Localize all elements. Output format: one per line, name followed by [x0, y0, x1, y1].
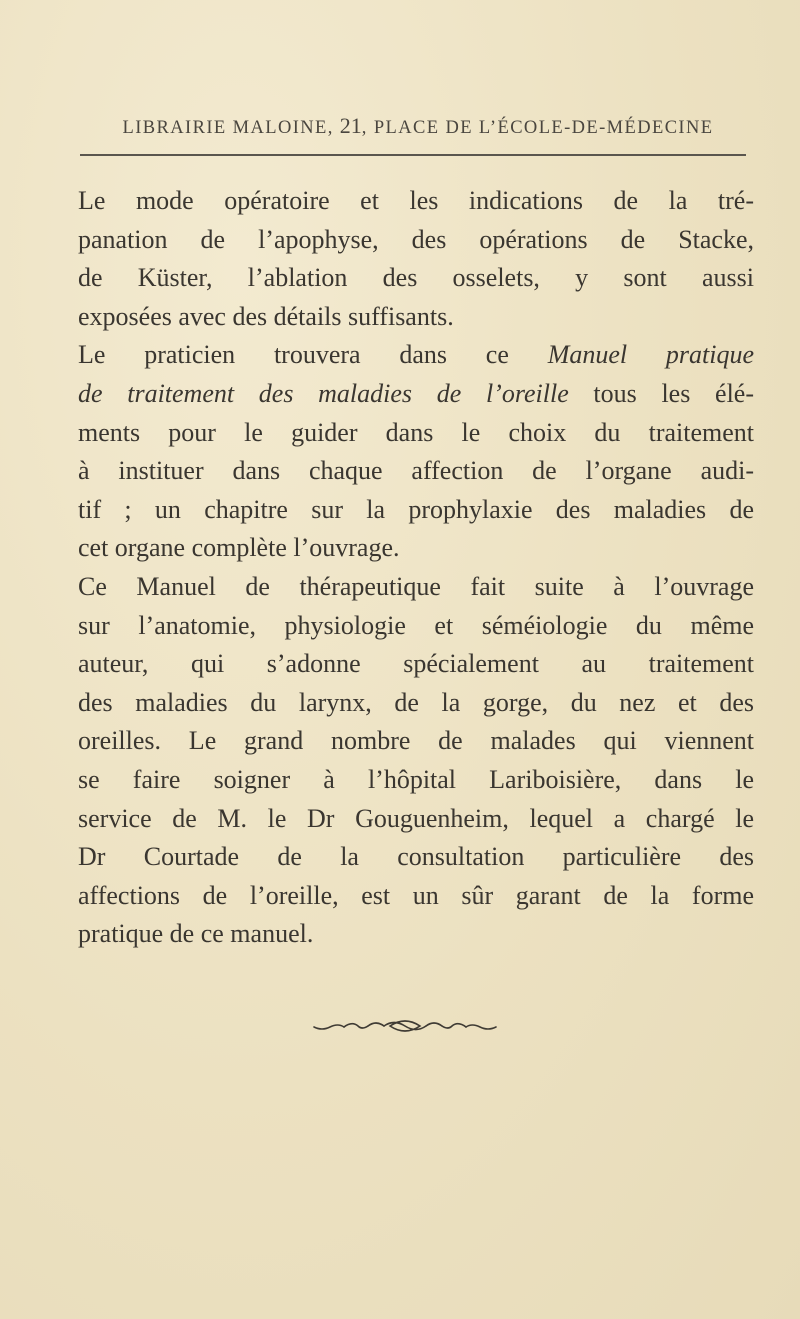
- body-text: [78, 182, 754, 954]
- text-line: ments pour le guider dans le choix du traitement: [78, 417, 754, 447]
- text-line: Le mode opératoire et les indications de la tré-: [78, 186, 754, 215]
- text-line: de Küster, l’ablation des osselets, y sont aussi: [78, 263, 754, 293]
- text-line: pratique de ce manuel.: [78, 919, 314, 949]
- running-head-left: LIBRAIRIE MALOINE,: [122, 118, 340, 138]
- text-line: oreilles. Le grand nombre de malades qui viennent: [78, 726, 754, 756]
- text-line: de traitement des maladies de l’oreille tous les élé-: [78, 378, 754, 408]
- text-line: exposées avec des détails suffisants.: [78, 301, 454, 331]
- ital-text: Manuel pratique: [547, 340, 755, 370]
- text-line: panation de l’apophyse, des opérations de Stacke,: [78, 224, 754, 254]
- text-line: cet organe complète l’ouvrage.: [78, 533, 400, 563]
- text-line: Le praticien trouvera dans ce Manuel pratique: [78, 340, 755, 370]
- text-line: sur l’anatomie, physiologie et séméiologie du même: [78, 610, 754, 640]
- text-line: Ce Manuel de thérapeutique fait suite à l’ouvrage: [78, 571, 754, 601]
- text-line: à instituer dans chaque affection de l’organe audi-: [78, 456, 754, 486]
- header-rule: [80, 154, 746, 156]
- text-line: tif ; un chapitre sur la prophylaxie des maladies de: [78, 494, 754, 524]
- text-line: affections de l’oreille, est un sûr garant de la forme: [78, 880, 754, 910]
- text-line: des maladies du larynx, de la gorge, du nez et des: [78, 687, 754, 717]
- text-line: Dr Courtade de la consultation particulière des: [78, 842, 754, 872]
- fleuron-divider-icon: [310, 1018, 500, 1034]
- running-head-number: 21: [339, 113, 362, 138]
- running-head: [80, 113, 756, 139]
- text-line: auteur, qui s’adonne spécialement au traitement: [78, 649, 754, 679]
- running-head-right: , PLACE DE L’ÉCOLE-DE-MÉDECINE: [361, 118, 714, 138]
- ital-text: de traitement des maladies de l’oreille: [78, 378, 569, 408]
- text-line: service de M. le Dr Gouguenheim, lequel a chargé le: [78, 803, 754, 833]
- text-line: se faire soigner à l’hôpital Lariboisière, dans le: [78, 764, 754, 794]
